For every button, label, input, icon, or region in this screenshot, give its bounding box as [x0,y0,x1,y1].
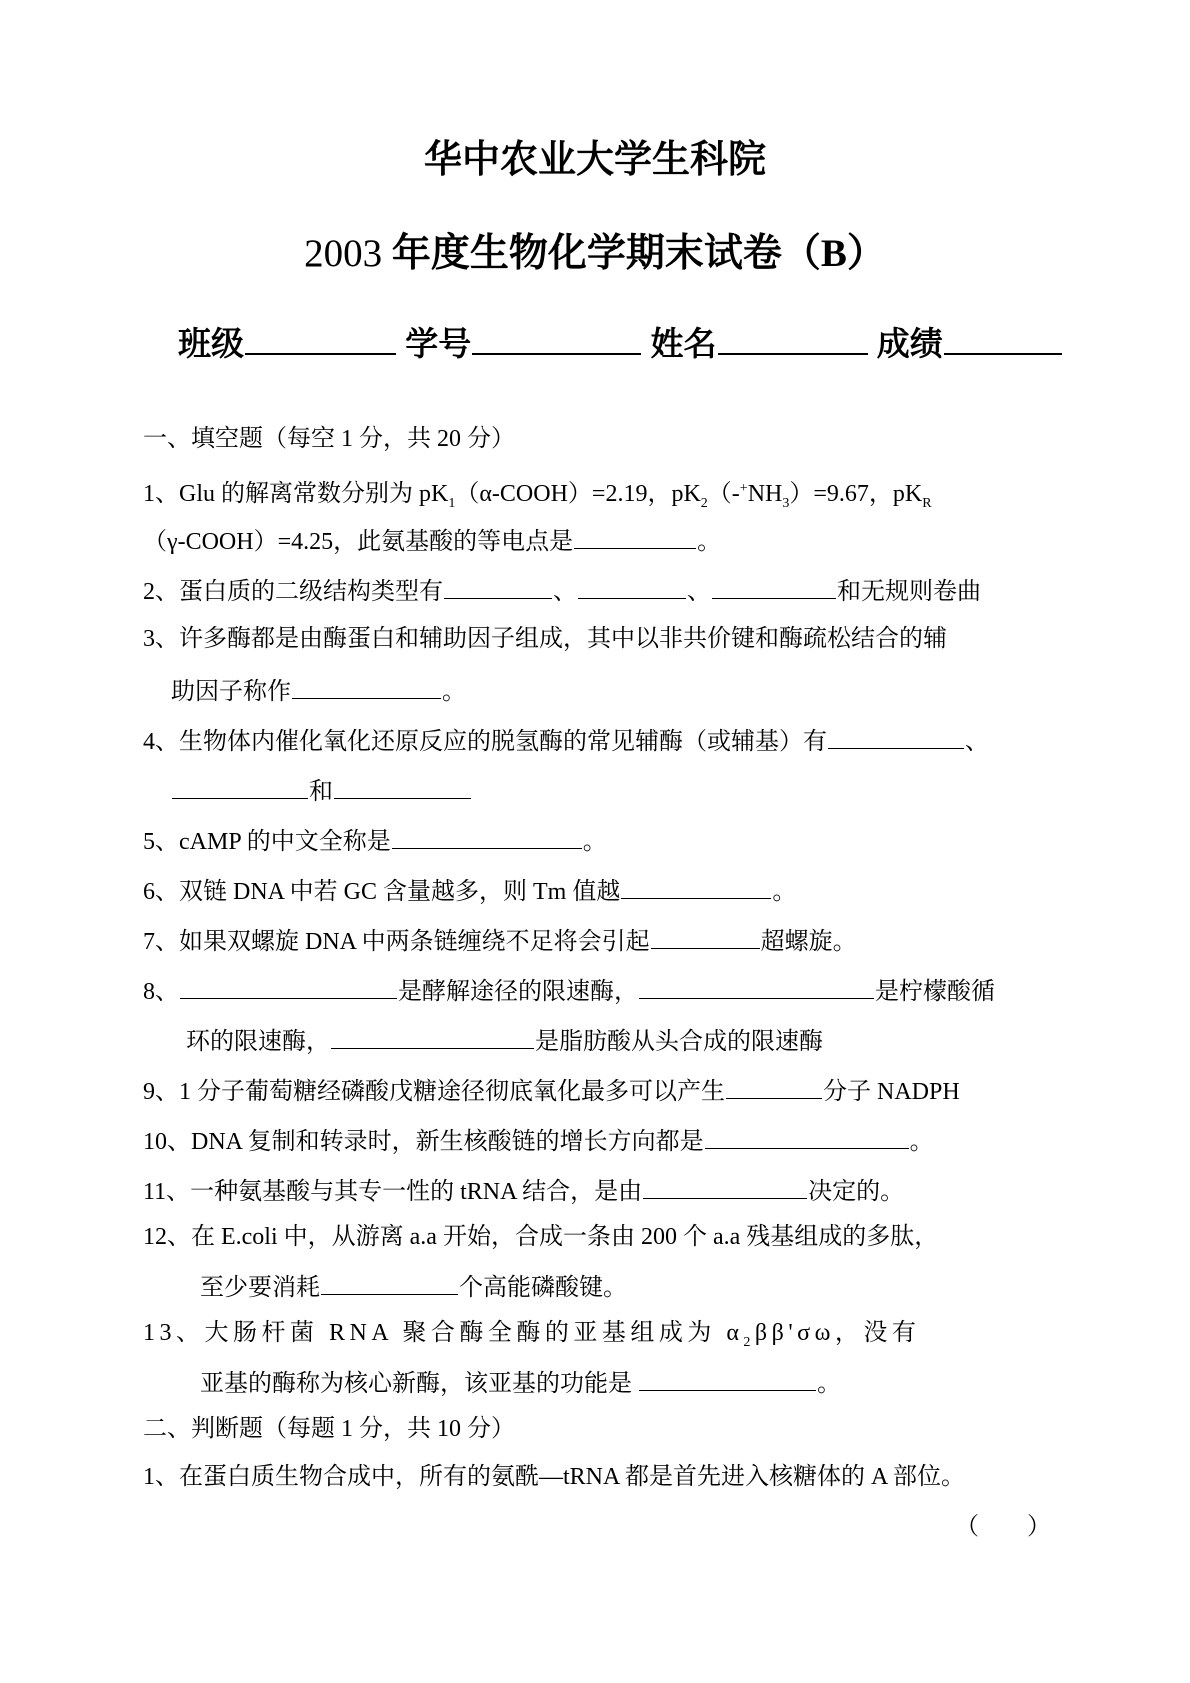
question-2 [143,574,981,607]
question-6 [143,874,796,907]
text: 1、Glu 的解离常数分别为 pK [143,481,449,507]
answer-blank[interactable] [828,724,964,749]
question-4 [143,724,989,757]
answer-parentheses[interactable]: （ ） [955,1514,1051,1540]
id-blank[interactable] [472,323,641,355]
exam-title-text: 年度生物化学期末试卷（B） [391,232,886,275]
answer-blank[interactable] [574,524,696,549]
id-label: 学号 [405,327,472,363]
question-11 [143,1174,904,1207]
text: 2、蛋白质的二级结构类型有 [143,579,443,605]
answer-blank[interactable] [639,974,874,999]
score-label: 成绩 [876,327,943,363]
superscript: + [739,481,748,496]
text: 8、 [143,979,179,1005]
answer-blank[interactable] [651,924,760,949]
text: 11、一种氨基酸与其专一性的 tRNA 结合，是由 [143,1179,643,1205]
text: 、 [965,729,989,755]
text: 是酵解途径的限速酶， [398,979,638,1005]
text: 10、DNA 复制和转录时，新生核酸链的增长方向都是 [143,1129,704,1155]
text: 助因子称作 [171,679,291,705]
text: 6、双链 DNA 中若 GC 含量越多，则 Tm 值越 [143,879,621,905]
answer-blank[interactable] [578,574,686,599]
answer-blank[interactable] [726,1074,822,1099]
score-blank[interactable] [944,323,1062,355]
text: 5、cAMP 的中文全称是 [143,829,391,855]
text: 和无规则卷曲 [837,579,981,605]
question-3: 3、许多酶都是由酶蛋白和辅助因子组成，其中以非共价键和酶疏松结合的辅 [143,626,947,652]
answer-blank[interactable] [172,774,308,799]
answer-blank[interactable] [292,674,441,699]
question-9 [143,1074,960,1107]
question-7 [143,924,857,957]
answer-blank[interactable] [712,574,836,599]
text: ββ'σω，没有 [754,1320,921,1346]
subscript: 2 [700,495,708,511]
question-12: 12、在 E.coli 中，从游离 a.a 开始，合成一条由 200 个 a.a 残基组成的多肽， [143,1224,939,1250]
answer-blank[interactable] [444,574,552,599]
answer-blank[interactable] [705,1124,909,1149]
answer-blank[interactable] [639,1366,816,1391]
answer-blank[interactable] [331,1024,534,1049]
text: 和 [309,779,333,805]
answer-blank[interactable] [621,874,771,899]
text: NH [747,481,783,507]
answer-blank[interactable] [321,1270,458,1295]
text: 是脂肪酸从头合成的限速酶 [535,1029,823,1055]
answer-blank[interactable] [180,974,397,999]
class-label: 班级 [178,327,244,363]
text: 。 [582,829,607,855]
question-12-cont [200,1270,627,1303]
text: 至少要消耗 [200,1275,320,1301]
answer-blank[interactable] [643,1174,807,1199]
text: 。 [909,1129,934,1155]
question-13-cont [200,1366,841,1399]
text: ）=9.67，pK [789,481,923,507]
text: （- [707,481,740,507]
question-10 [143,1124,934,1157]
answer-blank[interactable] [334,774,471,799]
text: 个高能磷酸键。 [459,1275,627,1301]
question-5 [143,824,607,857]
text: 。 [772,879,797,905]
text: 决定的。 [808,1179,905,1205]
text: 。 [697,529,722,555]
text: 。 [442,679,466,705]
class-blank[interactable] [245,323,396,355]
question-3-cont [171,674,466,707]
text: （γ-COOH）=4.25，此氨基酸的等电点是 [143,529,574,555]
school-title: 华中农业大学生科院 [423,139,766,181]
text: 是柠檬酸循 [875,979,995,1005]
question-8-cont [186,1024,823,1057]
question-1 [143,474,932,519]
question-1-cont [143,524,721,557]
exam-year: 2003 [304,232,383,275]
text: 。 [817,1371,841,1397]
question-13 [143,1318,920,1358]
text: 4、生物体内催化氧化还原反应的脱氢酶的常见辅酶（或辅基）有 [143,729,827,755]
section2-heading: 二、判断题（每题 1 分，共 10 分） [143,1416,515,1442]
question-8 [143,974,995,1007]
text: 13、大肠杆菌 RNA 聚合酶全酶的亚基组成为 α [143,1320,744,1346]
subscript: 1 [448,495,456,511]
text: 环的限速酶， [186,1029,330,1055]
text: 7、如果双螺旋 DNA 中两条链缠绕不足将会引起 [143,929,650,955]
name-label: 姓名 [650,327,717,363]
answer-blank[interactable] [392,824,582,849]
judge-question-1: 1、在蛋白质生物合成中，所有的氨酰—tRNA 都是首先进入核糖体的 A 部位。 [143,1464,966,1490]
subscript: 2 [743,1334,755,1350]
subscript: R [922,495,932,511]
text: 亚基的酶称为核心新酶，该亚基的功能是 [200,1371,638,1397]
name-blank[interactable] [718,323,868,355]
section1-heading: 一、填空题（每空 1 分，共 20 分） [143,426,515,452]
text: 分子 NADPH [823,1079,960,1105]
exam-title [0,222,1190,278]
student-info-row [178,318,1063,365]
text: 超螺旋。 [760,929,857,955]
text: （α-COOH）=2.19，pK [455,481,701,507]
text: 、 [553,579,577,605]
text: 9、1 分子葡萄糖经磷酸戊糖途径彻底氧化最多可以产生 [143,1079,725,1105]
question-4-cont [171,774,472,807]
subscript: 3 [782,495,790,511]
text: 、 [687,579,711,605]
